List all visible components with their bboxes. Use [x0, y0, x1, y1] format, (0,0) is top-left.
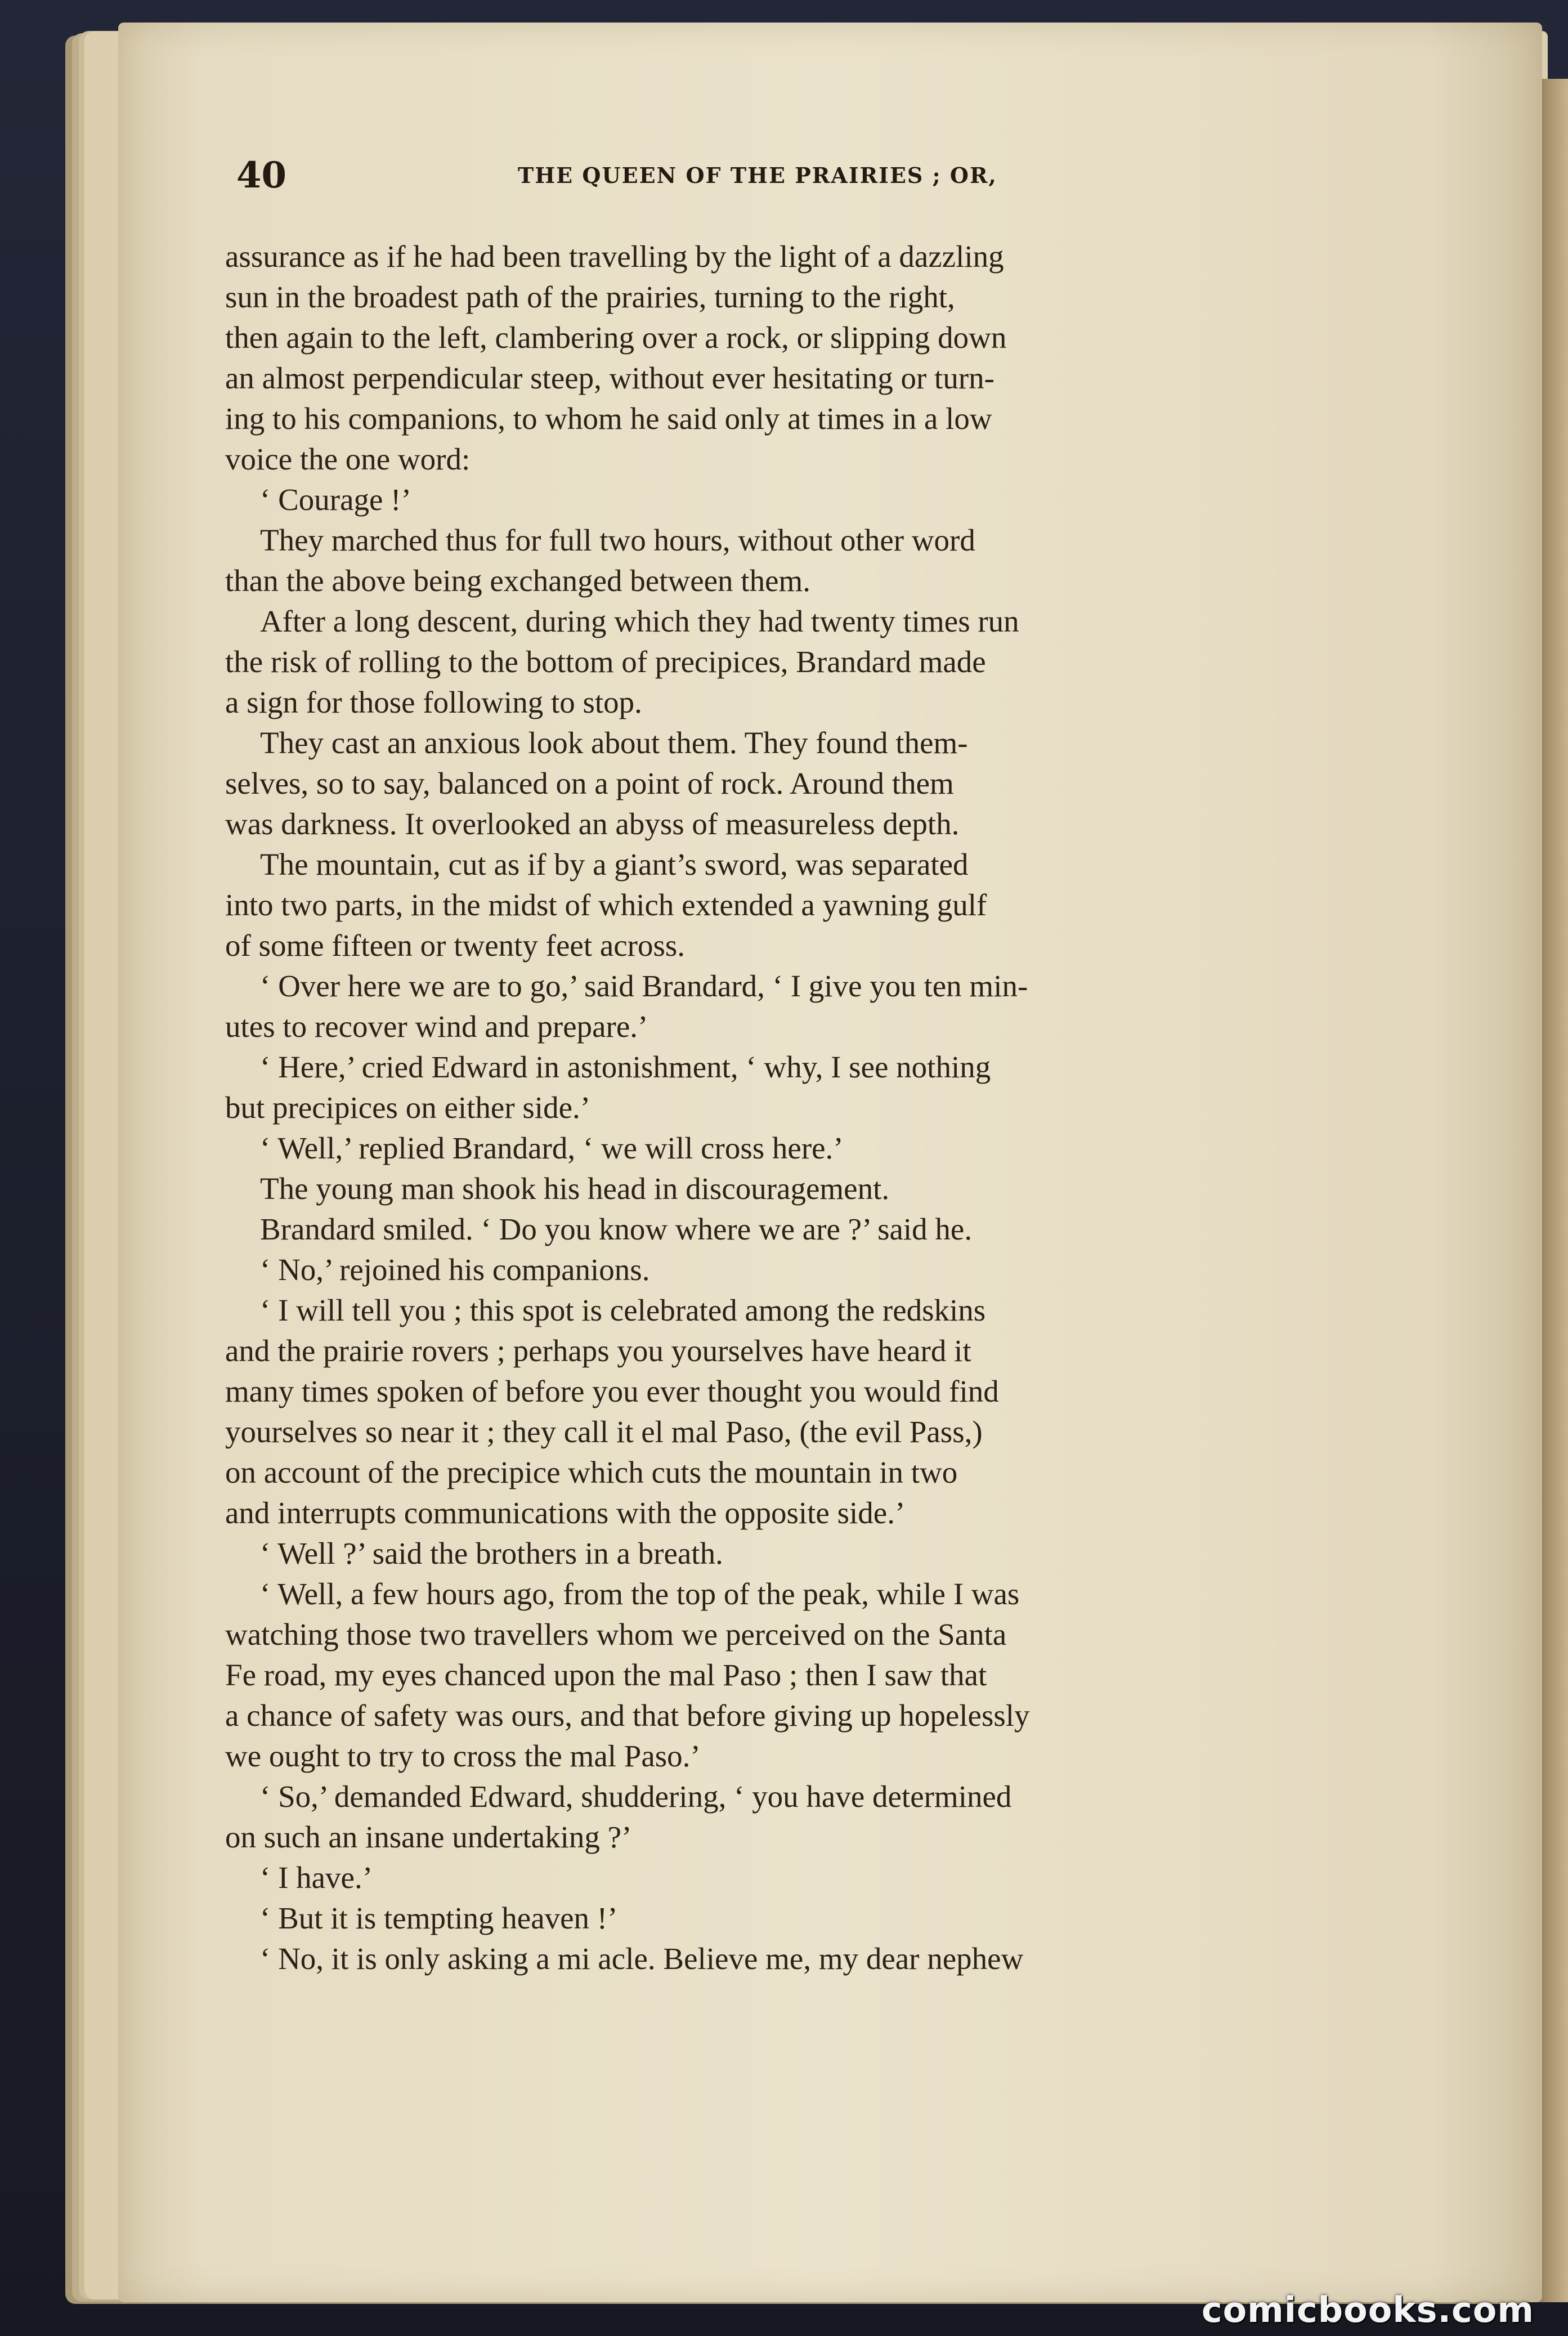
- page-header: [236, 147, 1362, 204]
- text-line: ‘ Over here we are to go,’ said Brandard, ‘ I give you ten min-: [260, 969, 1028, 1003]
- text-line: on such an insane undertaking ?’: [225, 1820, 632, 1854]
- text-line: ‘ So,’ demanded Edward, shuddering, ‘ you have determined: [260, 1779, 1012, 1814]
- text-line: but precipices on either side.’: [225, 1090, 591, 1125]
- text-line: assurance as if he had been travelling by the light of a dazzling: [225, 239, 1004, 274]
- text-line: ‘ Well,’ replied Brandard, ‘ we will cross here.’: [260, 1131, 844, 1165]
- text-line: a chance of safety was ours, and that before giving up hopelessly: [225, 1698, 1030, 1733]
- text-line: was darkness. It overlooked an abyss of measureless depth.: [225, 807, 960, 841]
- text-line: we ought to try to cross the mal Paso.’: [225, 1739, 701, 1773]
- text-line: yourselves so near it ; they call it el mal Paso, (the evil Pass,): [225, 1415, 983, 1449]
- text-line: watching those two travellers whom we perceived on the Santa: [225, 1617, 1007, 1652]
- text-line: a sign for those following to stop.: [225, 685, 642, 719]
- text-line: utes to recover wind and prepare.’: [225, 1009, 648, 1044]
- text-line: of some fifteen or twenty feet across.: [225, 928, 686, 963]
- text-line: than the above being exchanged between them.: [225, 563, 811, 598]
- text-line: sun in the broadest path of the prairies, turning to the right,: [225, 280, 955, 314]
- text-line: ‘ No, it is only asking a mi acle. Believe me, my dear nephew: [260, 1941, 1024, 1976]
- text-line: and the prairie rovers ; perhaps you yourselves have heard it: [225, 1333, 971, 1368]
- text-line: ‘ No,’ rejoined his companions.: [260, 1252, 650, 1287]
- text-line: They marched thus for full two hours, without other word: [260, 523, 975, 557]
- text-line: then again to the left, clambering over a rock, or slipping down: [225, 320, 1007, 355]
- text-line: ‘ Well, a few hours ago, from the top of the peak, while I was: [260, 1577, 1020, 1611]
- text-line: ‘ I have.’: [260, 1860, 373, 1895]
- running-head: THE QUEEN OF THE PRAIRIES ; OR,: [518, 163, 997, 188]
- text-line: selves, so to say, balanced on a point of rock. Around them: [225, 766, 954, 800]
- text-line: into two parts, in the midst of which extended a yawning gulf: [225, 888, 987, 922]
- text-line: many times spoken of before you ever thought you would find: [225, 1374, 999, 1408]
- text-line: ‘ Courage !’: [260, 482, 411, 517]
- text-line: Brandard smiled. ‘ Do you know where we are ?’ said he.: [260, 1212, 973, 1246]
- page-number: 40: [236, 154, 287, 196]
- text-line: ‘ Here,’ cried Edward in astonishment, ‘ why, I see nothing: [260, 1050, 991, 1084]
- text-line: The mountain, cut as if by a giant’s sword, was separated: [260, 847, 969, 881]
- text-line: ‘ Well ?’ said the brothers in a breath.: [260, 1536, 723, 1570]
- text-line: After a long descent, during which they had twenty times run: [260, 604, 1019, 638]
- watermark: comicbooks.com: [1201, 2289, 1534, 2330]
- text-line: ‘ But it is tempting heaven !’: [260, 1901, 618, 1935]
- text-line: an almost perpendicular steep, without ever hesitating or turn-: [225, 361, 994, 395]
- text-line: ‘ I will tell you ; this spot is celebrated among the redskins: [260, 1293, 986, 1327]
- text-line: The young man shook his head in discouragement.: [260, 1171, 890, 1206]
- text-line: the risk of rolling to the bottom of precipices, Brandard made: [225, 645, 986, 679]
- body-text: [225, 236, 1328, 1979]
- text-line: ing to his companions, to whom he said only at times in a low: [225, 401, 992, 436]
- text-line: They cast an anxious look about them. They found them-: [260, 726, 968, 760]
- text-line: and interrupts communications with the opposite side.’: [225, 1496, 906, 1530]
- text-line: on account of the precipice which cuts the mountain in two: [225, 1455, 958, 1489]
- text-line: voice the one word:: [225, 442, 471, 476]
- text-line: Fe road, my eyes chanced upon the mal Paso ; then I saw that: [225, 1658, 987, 1692]
